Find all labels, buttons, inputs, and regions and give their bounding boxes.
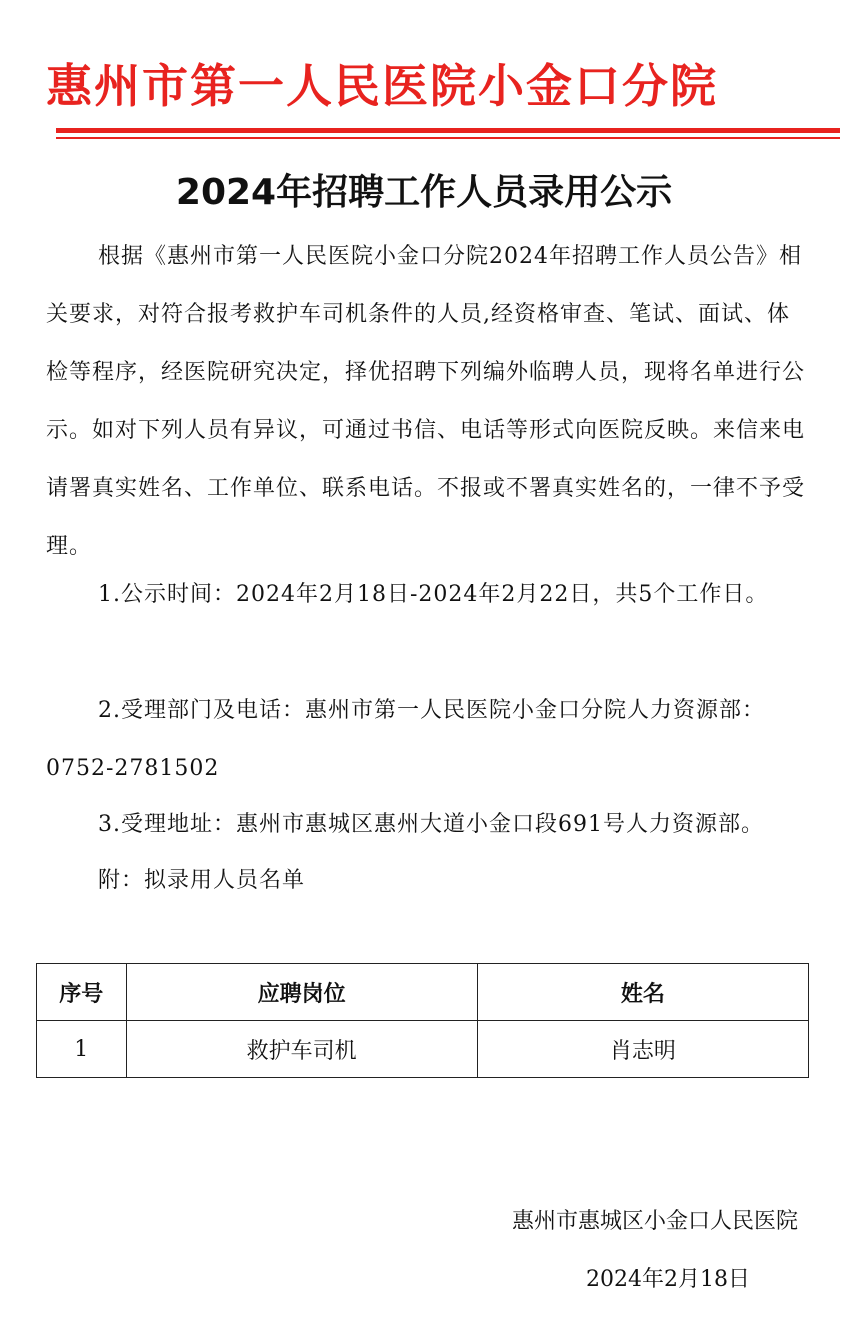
header-position: 应聘岗位 <box>126 964 477 1021</box>
notice-item-address: 3.受理地址：惠州市惠城区惠州大道小金口段691号人力资源部。 <box>98 812 764 837</box>
cell-name: 肖志明 <box>477 1021 808 1078</box>
cell-position: 救护车司机 <box>126 1021 477 1078</box>
table-header-row <box>37 964 809 1021</box>
header-serial-number: 序号 <box>37 964 127 1021</box>
masthead-rule-thin <box>56 137 840 139</box>
notice-title: 2024年招聘工作人员录用公示 <box>175 172 673 213</box>
notice-item-department: 2.受理部门及电话：惠州市第一人民医院小金口分院人力资源部：0752-2781502 <box>46 698 765 781</box>
header-name: 姓名 <box>477 964 808 1021</box>
hire-list-table <box>36 963 809 1078</box>
table-row <box>37 1021 809 1078</box>
notice-paragraph: 根据《惠州市第一人民医院小金口分院2024年招聘工作人员公告》相关要求，对符合报考救护车司机条件的人员,经资格审查、笔试、面试、体检等程序，经医院研究决定，择优招聘下列编外临聘人员，现将名单进行公示。如对下列人员有异议，可通过书信、电话等形式向医院反映。来信来电请署真实姓名、工作单位、联系电话。不报或不署真实姓名的，一律不予受理。 <box>46 244 806 559</box>
cell-serial-number: 1 <box>37 1021 127 1078</box>
masthead-rule-thick <box>56 128 840 133</box>
attachment-label: 附：拟录用人员名单 <box>98 868 306 893</box>
masthead-title: 惠州市第一人民医院小金口分院 <box>46 59 718 113</box>
signature-date: 2024年2月18日 <box>586 1267 750 1292</box>
signature-organization: 惠州市惠城区小金口人民医院 <box>511 1209 798 1234</box>
notice-item-time: 1.公示时间：2024年2月18日-2024年2月22日，共5个工作日。 <box>98 582 769 607</box>
